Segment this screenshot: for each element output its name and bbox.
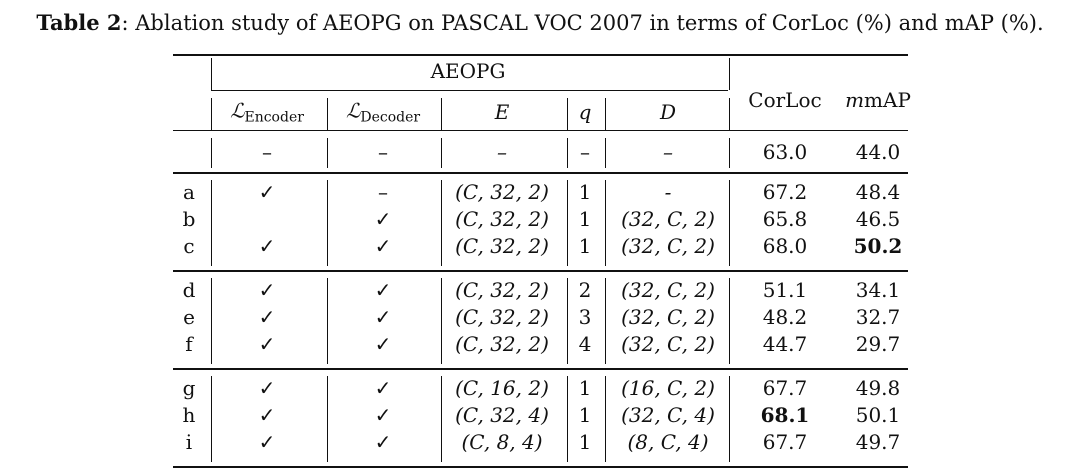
row-h-id-cell: h [182,403,196,427]
baseline-dec-cell: – [378,140,388,164]
column-divider [211,180,212,266]
header-map: mmAP [845,88,911,112]
row-a-e-cell: (C, 32, 2) [455,180,549,204]
row-d-map-cell: 34.1 [855,278,901,302]
column-divider [605,180,606,266]
column-divider [567,138,568,168]
row-a-dec-cell: – [378,180,388,204]
row-a-q-cell: 1 [578,180,592,204]
column-divider [729,98,730,130]
row-h-enc-cell: ✓ [258,403,276,427]
column-divider [441,138,442,168]
row-d-dec-cell: ✓ [374,278,392,302]
column-divider [211,58,212,90]
row-g-q-cell: 1 [578,376,592,400]
row-d-e-cell: (C, 32, 2) [455,278,549,302]
group2-rule [173,368,908,370]
column-divider [605,98,606,130]
column-divider [327,278,328,364]
baseline-rule [173,172,908,174]
row-c-id-cell: c [183,234,195,258]
aeopg-cmidrule [211,90,728,91]
row-f-e-cell: (C, 32, 2) [455,332,549,356]
baseline-q-cell: – [580,140,590,164]
row-h-dec-cell: ✓ [374,403,392,427]
row-e-q-cell: 3 [578,305,592,329]
column-divider [605,138,606,168]
row-h-e-cell: (C, 32, 4) [455,403,549,427]
column-divider [327,98,328,130]
column-divider [567,180,568,266]
row-a-corloc-cell: 67.2 [762,180,808,204]
header-aeopg: AEOPG [430,59,506,83]
baseline-e-cell: – [497,140,507,164]
row-i-map-cell: 49.7 [855,430,901,454]
column-divider [441,180,442,266]
column-divider [605,376,606,462]
baseline-d-cell: – [663,140,673,164]
row-f-id-cell: f [185,332,193,356]
row-i-q-cell: 1 [578,430,592,454]
column-divider [567,98,568,130]
row-h-map-cell: 50.1 [855,403,901,427]
header-l-encoder: ℒ$_{Encoder}$ [230,98,304,126]
column-divider [441,98,442,130]
row-d-d-cell: (32, C, 2) [621,278,715,302]
header-q: q [578,100,592,124]
row-e-e-cell: (C, 32, 2) [455,305,549,329]
row-i-dec-cell: ✓ [374,430,392,454]
column-divider [729,138,730,168]
column-divider [211,98,212,130]
column-divider [729,376,730,462]
row-b-dec-cell: ✓ [374,207,392,231]
row-g-enc-cell: ✓ [258,376,276,400]
row-f-corloc-cell: 44.7 [762,332,808,356]
row-d-id-cell: d [182,278,196,302]
row-a-map-cell: 48.4 [855,180,901,204]
column-divider [729,278,730,364]
row-d-enc-cell: ✓ [258,278,276,302]
row-i-enc-cell: ✓ [258,430,276,454]
row-c-q-cell: 1 [578,234,592,258]
row-d-q-cell: 2 [578,278,592,302]
table-caption [0,10,1080,35]
row-i-id-cell: i [185,430,193,454]
row-b-e-cell: (C, 32, 2) [455,207,549,231]
row-f-map-cell: 29.7 [855,332,901,356]
row-e-id-cell: e [183,305,195,329]
header-d: D [659,100,677,124]
header-e: E [494,100,510,124]
row-a-d-cell: - [664,180,672,204]
header-rule [173,130,908,131]
top-rule [173,54,908,56]
column-divider [211,376,212,462]
column-divider [327,138,328,168]
row-e-enc-cell: ✓ [258,305,276,329]
row-b-map-cell: 46.5 [855,207,901,231]
row-h-corloc-cell: 68.1 [760,403,810,427]
row-h-q-cell: 1 [578,403,592,427]
row-f-enc-cell: ✓ [258,332,276,356]
ablation-table [173,54,911,468]
column-divider [567,278,568,364]
header-l-decoder: ℒ$_{Decoder}$ [345,98,421,126]
row-i-d-cell: (8, C, 4) [627,430,709,454]
column-divider [211,278,212,364]
caption-label: Table 2 [36,10,122,35]
header-corloc: CorLoc [748,88,822,112]
row-g-corloc-cell: 67.7 [762,376,808,400]
column-divider [441,376,442,462]
row-c-corloc-cell: 68.0 [762,234,808,258]
row-i-corloc-cell: 67.7 [762,430,808,454]
caption-text: : Ablation study of AEOPG on PASCAL VOC 2007 in terms of CorLoc (%) and mAP (%). [121,11,1044,35]
row-g-map-cell: 49.8 [855,376,901,400]
row-g-d-cell: (16, C, 2) [621,376,715,400]
row-a-enc-cell: ✓ [258,180,276,204]
row-c-d-cell: (32, C, 2) [621,234,715,258]
row-b-corloc-cell: 65.8 [762,207,808,231]
group1-rule [173,270,908,272]
row-f-q-cell: 4 [578,332,592,356]
column-divider [441,278,442,364]
row-e-map-cell: 32.7 [855,305,901,329]
baseline-enc-cell: – [262,140,272,164]
row-e-dec-cell: ✓ [374,305,392,329]
column-divider [327,180,328,266]
row-f-dec-cell: ✓ [374,332,392,356]
row-c-enc-cell: ✓ [258,234,276,258]
row-c-dec-cell: ✓ [374,234,392,258]
row-c-map-cell: 50.2 [853,234,903,258]
baseline-map-cell: 44.0 [855,140,901,164]
row-g-e-cell: (C, 16, 2) [455,376,549,400]
row-a-id-cell: a [183,180,195,204]
row-b-id-cell: b [182,207,196,231]
bottom-rule [173,466,908,468]
row-c-e-cell: (C, 32, 2) [455,234,549,258]
baseline-corloc-cell: 63.0 [762,140,808,164]
column-divider [211,138,212,168]
row-f-d-cell: (32, C, 2) [621,332,715,356]
row-h-d-cell: (32, C, 4) [621,403,715,427]
row-e-corloc-cell: 48.2 [762,305,808,329]
column-divider [567,376,568,462]
column-divider [327,376,328,462]
row-e-d-cell: (32, C, 2) [621,305,715,329]
column-divider [729,58,730,90]
row-g-dec-cell: ✓ [374,376,392,400]
column-divider [729,180,730,266]
row-i-e-cell: (C, 8, 4) [461,430,543,454]
row-g-id-cell: g [182,376,196,400]
row-d-corloc-cell: 51.1 [762,278,808,302]
row-b-d-cell: (32, C, 2) [621,207,715,231]
row-b-q-cell: 1 [578,207,592,231]
column-divider [605,278,606,364]
